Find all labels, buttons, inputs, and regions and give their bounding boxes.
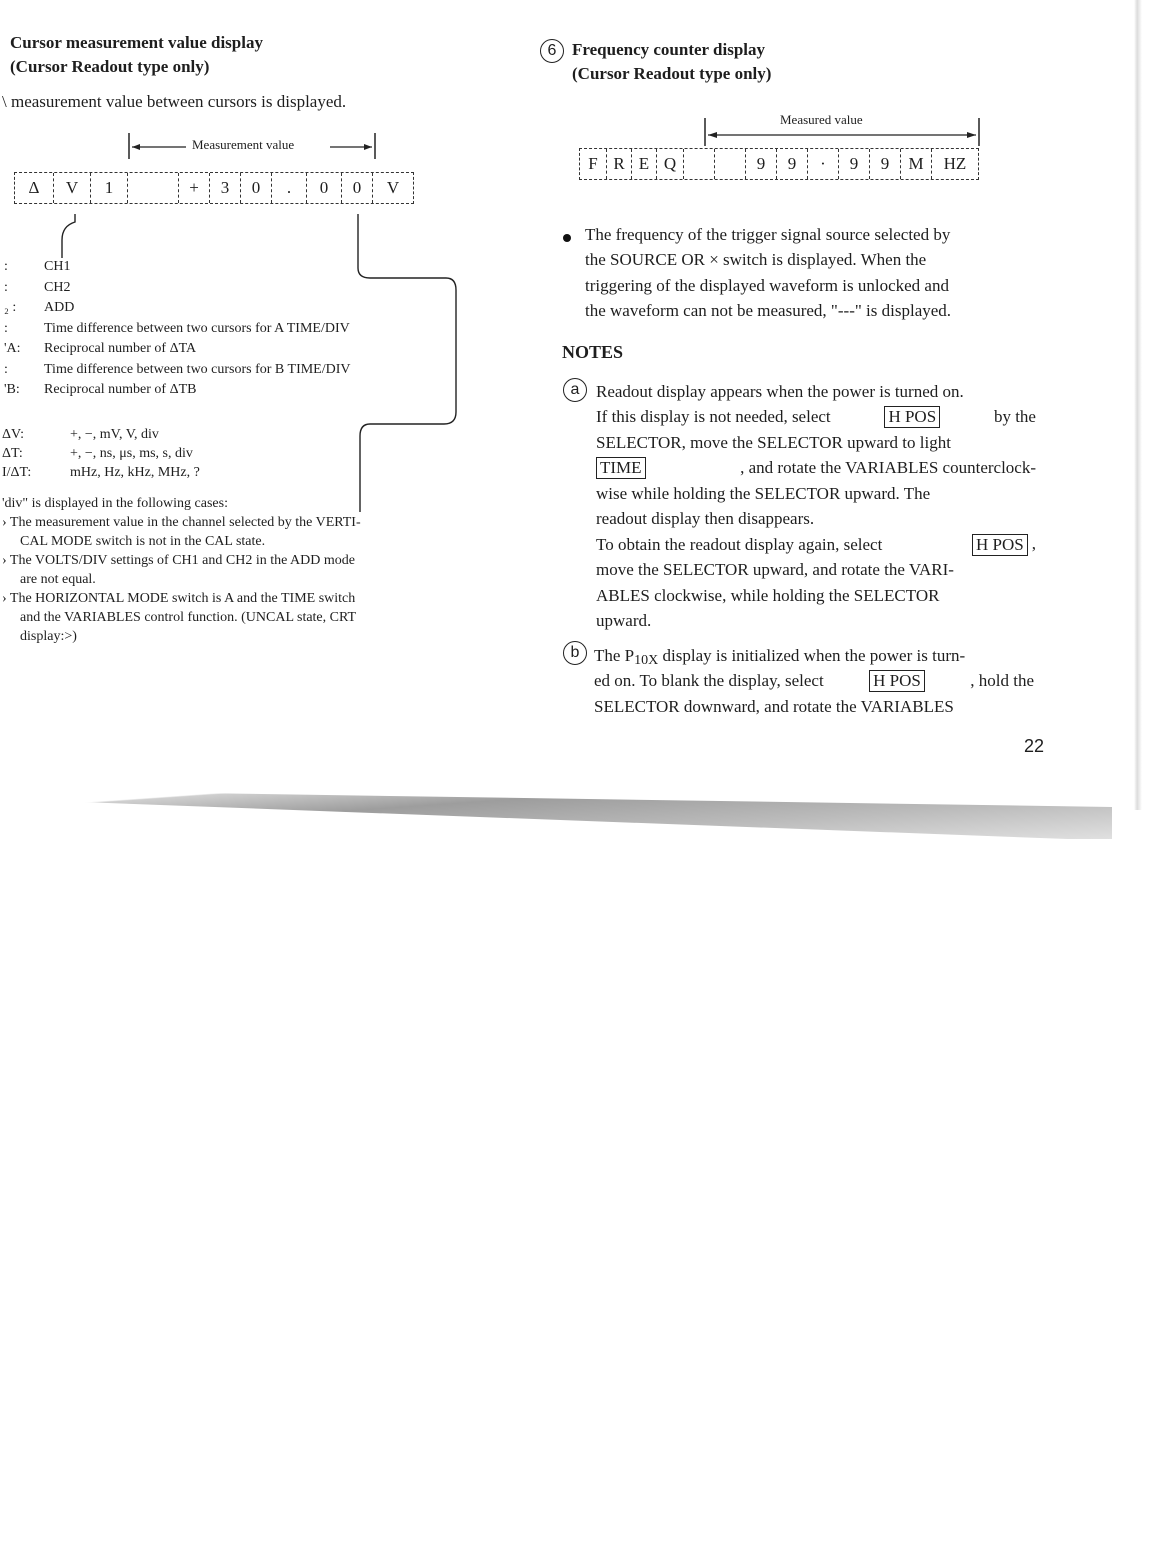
text-line: The frequency of the trigger signal source selected by bbox=[585, 224, 951, 244]
case-line: CAL MODE switch is not in the CAL state. bbox=[20, 533, 266, 549]
left-section-subtitle: (Cursor Readout type only) bbox=[10, 57, 210, 76]
list-item: I/ΔT: mHz, Hz, kHz, MHz, ? bbox=[2, 464, 200, 480]
left-intro-text: \ measurement value between cursors is displayed. bbox=[2, 92, 347, 111]
text-line: move the SELECTOR upward, and rotate the VARI- bbox=[596, 560, 954, 580]
cases-list bbox=[2, 513, 361, 646]
text-line: TIME , and rotate the VARIABLES counterclock- bbox=[596, 456, 1036, 482]
note-b-badge: b bbox=[563, 641, 587, 665]
case-line: › The HORIZONTAL MODE switch is A and the TIME switch bbox=[2, 590, 356, 606]
readout-cell: 9 bbox=[839, 149, 870, 179]
text-line: The P 10X display is initialized when the power is turn- bbox=[594, 645, 966, 668]
text-line: If this display is not needed, select H POS by the bbox=[596, 407, 1036, 427]
list-item: ₂ : ADD bbox=[4, 300, 75, 316]
text-line: the SOURCE OR × switch is displayed. When the bbox=[585, 250, 927, 270]
readout-cell: 0 bbox=[241, 173, 272, 203]
list-item: ΔT: +, −, ns, μs, ms, s, div bbox=[2, 445, 193, 461]
measurement-value-label: Measurement value bbox=[192, 137, 295, 152]
note-a-badge: a bbox=[563, 378, 587, 402]
page-number: 22 bbox=[1024, 736, 1045, 756]
readout-cell: 1 bbox=[91, 173, 128, 203]
h-pos-key-label: H POS bbox=[972, 534, 1028, 556]
case-line: are not equal. bbox=[20, 571, 96, 587]
text-line: the waveform can not be measured, "---" is displayed. bbox=[585, 301, 952, 321]
cases-intro: 'div" is displayed in the following cases: bbox=[2, 495, 228, 511]
bullet-icon bbox=[563, 234, 571, 242]
text-line: upward. bbox=[596, 611, 652, 631]
readout-cell: 9 bbox=[870, 149, 901, 179]
mode-list bbox=[4, 257, 351, 401]
measured-value-label: Measured value bbox=[780, 112, 863, 127]
readout-cell: 9 bbox=[746, 149, 777, 179]
text-line: ABLES clockwise, while holding the SELECTOR bbox=[596, 585, 940, 605]
list-item: 'A: Reciprocal number of ΔTA bbox=[4, 341, 197, 357]
readout-cell: + bbox=[179, 173, 210, 203]
scan-page-edge bbox=[0, 781, 1112, 839]
time-key-label: TIME bbox=[596, 457, 646, 479]
text-line: readout display then disappears. bbox=[596, 509, 815, 529]
text-line: triggering of the displayed waveform is unlocked and bbox=[585, 275, 949, 295]
section-number-badge: 6 bbox=[540, 39, 564, 63]
case-line: › The measurement value in the channel selected by the VERTI- bbox=[2, 514, 361, 530]
case-line: › The VOLTS/DIV settings of CH1 and CH2 in the ADD mode bbox=[2, 552, 355, 568]
note-a bbox=[596, 379, 1036, 634]
bullet-marker bbox=[563, 229, 571, 247]
readout-cell: V bbox=[54, 173, 91, 203]
readout-cell bbox=[715, 149, 746, 179]
readout-cell: 0 bbox=[307, 173, 342, 203]
readout-cell: Δ bbox=[15, 173, 54, 203]
measured-value-arrow bbox=[702, 110, 982, 148]
list-item: : Time difference between two cursors for B TIME/DIV bbox=[4, 361, 351, 377]
readout-cell: M bbox=[901, 149, 932, 179]
readout-cell bbox=[128, 173, 179, 203]
unit-list bbox=[2, 425, 200, 482]
measurement-value-arrow bbox=[126, 131, 378, 161]
list-item: 'B: Reciprocal number of ΔTB bbox=[4, 382, 197, 398]
text-line: To obtain the readout display again, select H POS , bbox=[596, 533, 1036, 554]
case-line: and the VARIABLES control function. (UNCAL state, CRT bbox=[20, 609, 357, 625]
text-line: SELECTOR downward, and rotate the VARIABLES bbox=[594, 696, 954, 716]
readout-cell: R bbox=[607, 149, 632, 179]
readout-cell: 3 bbox=[210, 173, 241, 203]
h-pos-key-label: H POS bbox=[884, 406, 940, 428]
readout-cell: Q bbox=[657, 149, 684, 179]
readout-cell: F bbox=[580, 149, 607, 179]
readout-cell: 0 bbox=[342, 173, 373, 203]
left-section-title: Cursor measurement value display bbox=[10, 33, 263, 52]
readout-cell: E bbox=[632, 149, 657, 179]
readout-cell: · bbox=[808, 149, 839, 179]
right-section-title: 6 Frequency counter display bbox=[540, 39, 765, 63]
text-line: wise while holding the SELECTOR upward. The bbox=[596, 483, 931, 503]
list-item: : CH1 bbox=[4, 259, 71, 275]
note-a-marker bbox=[563, 378, 595, 402]
text-line: Readout display appears when the power is turned on. bbox=[596, 381, 964, 401]
readout-cell: 9 bbox=[777, 149, 808, 179]
note-b bbox=[594, 643, 1034, 720]
readout-cell bbox=[684, 149, 715, 179]
text-line: ed on. To blank the display, select H POS , hold the bbox=[594, 671, 1034, 691]
frequency-description bbox=[585, 222, 1037, 324]
readout-cell: . bbox=[272, 173, 307, 203]
note-b-marker bbox=[563, 641, 595, 665]
list-item: : Time difference between two cursors for A TIME/DIV bbox=[4, 320, 350, 336]
list-item: ΔV: +, −, mV, V, div bbox=[2, 426, 159, 442]
page-edge-shadow bbox=[1134, 0, 1142, 810]
list-item: : CH2 bbox=[4, 279, 71, 295]
readout-cell: HZ bbox=[943, 154, 967, 173]
text-line: SELECTOR, move the SELECTOR upward to light bbox=[596, 432, 951, 452]
h-pos-key-label: H POS bbox=[869, 670, 925, 692]
case-line: display:>) bbox=[20, 628, 77, 644]
frequency-readout-display bbox=[579, 148, 979, 180]
right-section-subtitle: (Cursor Readout type only) bbox=[572, 64, 772, 83]
notes-heading: NOTES bbox=[562, 342, 624, 362]
readout-cell: V bbox=[386, 178, 400, 197]
